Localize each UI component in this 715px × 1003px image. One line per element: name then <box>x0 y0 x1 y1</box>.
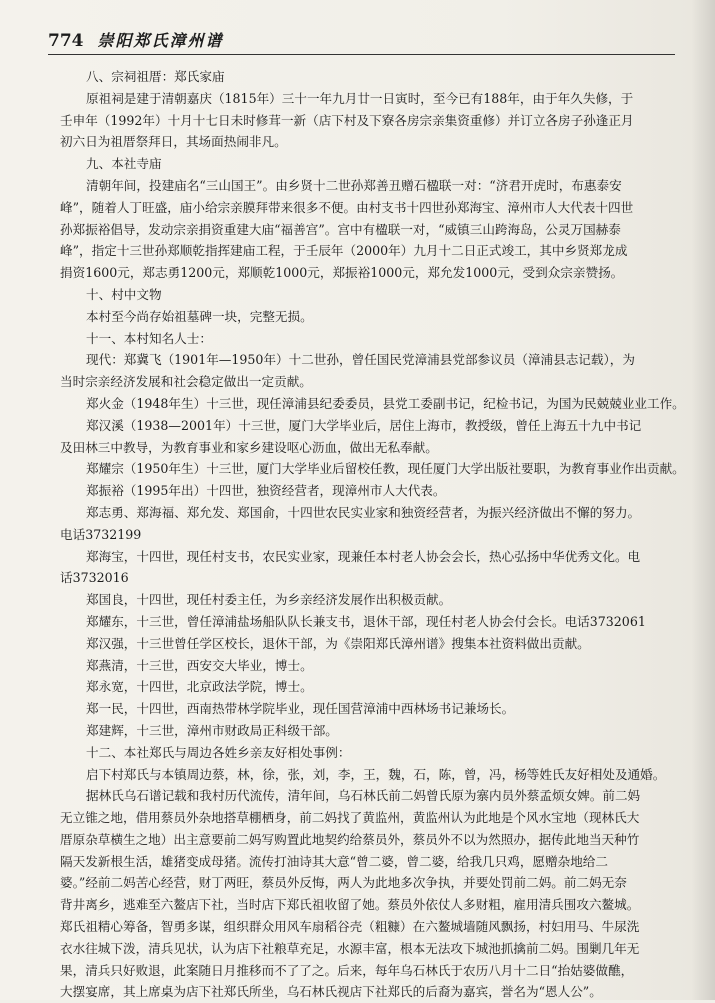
text-line: 本村至今尚存始祖墓碑一块，完整无损。 <box>86 308 313 324</box>
text-line: 及田林三中教导，为教育事业和家乡建设呕心沥血，做出无私奉献。 <box>60 439 438 455</box>
text-line: 郑燕清，十三世，西安交大毕业，博士。 <box>86 657 313 673</box>
text-line: 现代：郑冀飞（1901年—1950年）十二世孙，曾任国民党漳浦县党部参议员（漳浦县志记载），为 <box>86 352 635 368</box>
text-line: 孙郑振裕倡导，发动宗亲捐资重建大庙“福善宫”。宫中有楹联一对，“威镇三山跨海岛，公灵万国赫泰 <box>60 221 621 237</box>
text-line: 背井离乡，逃难至六鳌店下社，当时店下郑氏祖收留了她。蔡员外依仗人多财粗，雇用清兵围攻六鳌城。 <box>60 897 640 913</box>
section-heading: 十一、本村知名人士： <box>86 330 212 346</box>
text-line: 郑汉溪（1938—2001年）十三世，厦门大学毕业后，居住上海市，教授级，曾任上海五十九中书记 <box>86 417 642 433</box>
text-line: 原祖祠是建于清朝嘉庆（1815年）三十一年九月廿一日寅时，至今已有188年，由于年久失修，于 <box>86 90 634 106</box>
text-line: 郑火金（1948年生）十三世，现任漳浦县纪委委员，县党工委副书记，纪检书记，为国为民兢兢业业工作。 <box>86 395 685 411</box>
text-line: 婆。”经前二妈苦心经营，财丁两旺，蔡员外反悔，两人为此地多次争执，并要处罚前二妈。前二妈无奈 <box>60 875 627 891</box>
page-number: 774 <box>48 31 84 51</box>
page-header <box>48 26 675 55</box>
text-line: 郑永宽，十四世，北京政法学院，博士。 <box>86 679 313 695</box>
text-line: 郑氏祖精心筹备，智勇多谋，组织群众用风车扇稻谷壳（粗糠）在六鳌城墙随风飘扬，村妇用马、牛尿洗 <box>60 919 640 935</box>
text-line: 清朝年间，投建庙名“三山国王”。由乡贤十二世孙郑善丑赠石楹联一对：“济君开虎时，布惠泰安 <box>86 177 622 193</box>
text-line: 据林氏乌石谱记载和我村历代流传，清年间，乌石林氏前二妈曾氏原为寨内员外蔡孟烦女婢。前二妈 <box>86 788 641 804</box>
text-line: 初六日为祖厝祭拜日，其场面热闹非凡。 <box>60 134 287 150</box>
text-line: 郑国良，十四世，现任村委主任，为乡亲经济发展作出积极贡献。 <box>86 592 452 608</box>
text-line: 捐资1600元，郑志勇1200元，郑顺乾1000元，郑振裕1000元，郑允发1000元，受到众宗亲赞扬。 <box>60 265 624 281</box>
text-line: 峰”，指定十三世孙郑顺乾指挥建庙工程，于壬辰年（2000年）九月十二日正式竣工，其中乡贤郑龙成 <box>60 243 628 259</box>
text-line: 当时宗亲经济发展和社会稳定做出一定贡献。 <box>60 374 312 390</box>
text-line: 郑汉强，十三世曾任学区校长，退休干部，为《崇阳郑氏漳州谱》搜集本社资料做出贡献。 <box>86 635 590 651</box>
text-line: 郑振裕（1995年出）十四世，独资经营者，现漳州市人大代表。 <box>86 483 446 499</box>
text-line: 壬申年（1992年）十月十七日未时修茸一新（店下村及下寮各房宗亲集资重修）并订立各房子孙逢正月 <box>60 112 634 128</box>
section-heading: 八、宗祠祖厝：郑氏家庙 <box>86 69 225 84</box>
text-line: 郑一民，十四世，西南热带林学院毕业，现任国营漳浦中西林场书记兼场长。 <box>86 701 515 717</box>
section-heading: 九、本社寺庙 <box>86 156 162 172</box>
book-title: 崇阳郑氏漳州谱 <box>97 31 224 50</box>
text-line: 果，清兵只好败退，此案随日月推移而不了了之。后来，每年乌石林氏于农历八月十二日“抬姑婆做醮， <box>60 962 634 978</box>
text-line: 郑建辉，十三世，漳州市财政局正科级干部。 <box>86 722 338 738</box>
text-line: 大摆宴席，其上席桌为店下社郑氏所坐，乌石林氏视店下社郑氏的后裔为嘉宾，誉名为“恩人公”。 <box>60 984 602 1000</box>
text-line: 话3732016 <box>60 570 129 586</box>
text-line: 郑耀宗（1950年生）十三世，厦门大学毕业后留校任教，现任厦门大学出版社要职，为教育事业作出贡献。 <box>86 461 685 477</box>
text-line: 郑海宝，十四世，现任村支书，农民实业家，现兼任本村老人协会会长，热心弘扬中华优秀文化。电 <box>86 548 641 564</box>
text-line: 电话3732199 <box>60 526 142 542</box>
text-line: 厝原杂草横生之地）出主意要前二妈写购置此地契约给蔡员外，蔡员外不以为然照办，据传此地当天种竹 <box>60 831 640 847</box>
text-line: 无立锥之地，借用蔡员外杂地搭草棚栖身，前二妈找了黄监州，黄监州认为此地是个风水宝地（现林氏大 <box>60 810 640 826</box>
text-line: 启下村郑氏与本镇周边蔡，林，徐，张，刘，李，王，魏，石，陈，曾，冯，杨等姓氏友好相处及通婚。 <box>86 766 666 782</box>
text-line: 郑耀东，十三世，曾任漳浦盐场船队队长兼支书，退休干部，现任村老人协会付会长。电话3732061 <box>86 613 646 629</box>
body-text <box>60 66 700 1000</box>
text-line: 隔天发新根生活，雄猪变成母猪。流传打油诗其大意“曾二婆，曾二婆，给我几只鸡，愿赠杂地给二 <box>60 853 608 869</box>
text-line: 郑志勇、郑海福、郑允发、郑国俞，十四世农民实业家和独资经营者，为振兴经济做出不懈的努力。 <box>86 504 641 520</box>
text-line: 峰”，随着人丁旺盛，庙小给宗亲膜拜带来很多不便。由村支书十四世孙郑海宝、漳州市人大代表十四世 <box>60 199 634 215</box>
section-heading: 十、村中文物 <box>86 286 162 302</box>
text-line: 衣水往城下泼，清兵见状，认为店下社粮草充足，水源丰富，根本无法攻下城池抓擒前二妈。围剿几年无 <box>60 940 640 956</box>
section-heading: 十二、本社郑氏与周边各姓乡亲友好相处事例： <box>86 744 351 760</box>
